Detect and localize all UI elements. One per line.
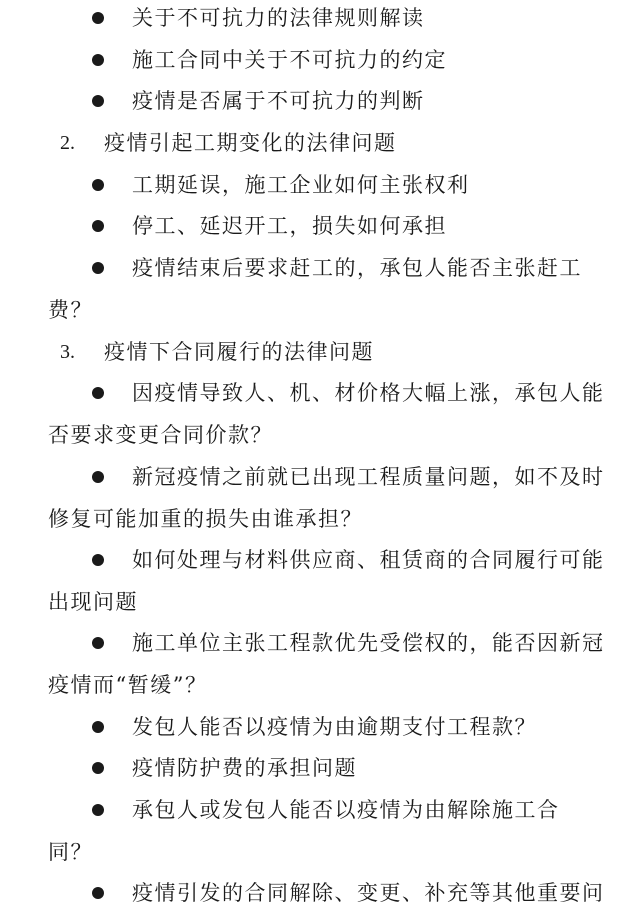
bullet-icon [92, 554, 104, 566]
bullet-icon [92, 887, 104, 899]
section-title: 疫情下合同履行的法律问题 [104, 340, 374, 364]
bullet-icon [92, 54, 104, 66]
list-item: 承包人或发包人能否以疫情为由解除施工合 [132, 798, 560, 822]
list-item: 停工、延迟开工，损失如何承担 [132, 214, 447, 238]
bullet-icon [92, 804, 104, 816]
list-item: 疫情防护费的承担问题 [132, 756, 357, 780]
list-item: 施工合同中关于不可抗力的约定 [132, 48, 447, 72]
bullet-icon [92, 95, 104, 107]
section-number: 2. [60, 132, 75, 154]
bullet-icon [92, 471, 104, 483]
list-item: 发包人能否以疫情为由逾期支付工程款？ [132, 715, 537, 739]
list-item: 如何处理与材料供应商、租赁商的合同履行可能 [132, 548, 605, 572]
list-item-continuation: 出现问题 [48, 590, 138, 614]
bullet-icon [92, 721, 104, 733]
list-item: 疫情引发的合同解除、变更、补充等其他重要问 [132, 881, 605, 905]
list-item: 新冠疫情之前就已出现工程质量问题，如不及时 [132, 465, 605, 489]
bullet-icon [92, 762, 104, 774]
list-item-continuation: 同？ [48, 840, 93, 864]
bullet-icon [92, 262, 104, 274]
list-item: 关于不可抗力的法律规则解读 [132, 6, 425, 30]
section-title: 疫情引起工期变化的法律问题 [104, 131, 397, 155]
section-number: 3. [60, 341, 75, 363]
list-item: 因疫情导致人、机、材价格大幅上涨，承包人能 [132, 381, 605, 405]
list-item-continuation: 否要求变更合同价款？ [48, 423, 273, 447]
list-item-continuation: 疫情而“暂缓”？ [48, 673, 208, 697]
list-item-continuation: 费？ [48, 298, 93, 322]
bullet-icon [92, 387, 104, 399]
list-item: 施工单位主张工程款优先受偿权的，能否因新冠 [132, 631, 605, 655]
list-item: 疫情是否属于不可抗力的判断 [132, 89, 425, 113]
bullet-icon [92, 179, 104, 191]
list-item-continuation: 修复可能加重的损失由谁承担？ [48, 507, 363, 531]
list-item: 疫情结束后要求赶工的，承包人能否主张赶工 [132, 256, 582, 280]
bullet-icon [92, 12, 104, 24]
bullet-icon [92, 637, 104, 649]
bullet-icon [92, 220, 104, 232]
list-item: 工期延误，施工企业如何主张权利 [132, 173, 470, 197]
